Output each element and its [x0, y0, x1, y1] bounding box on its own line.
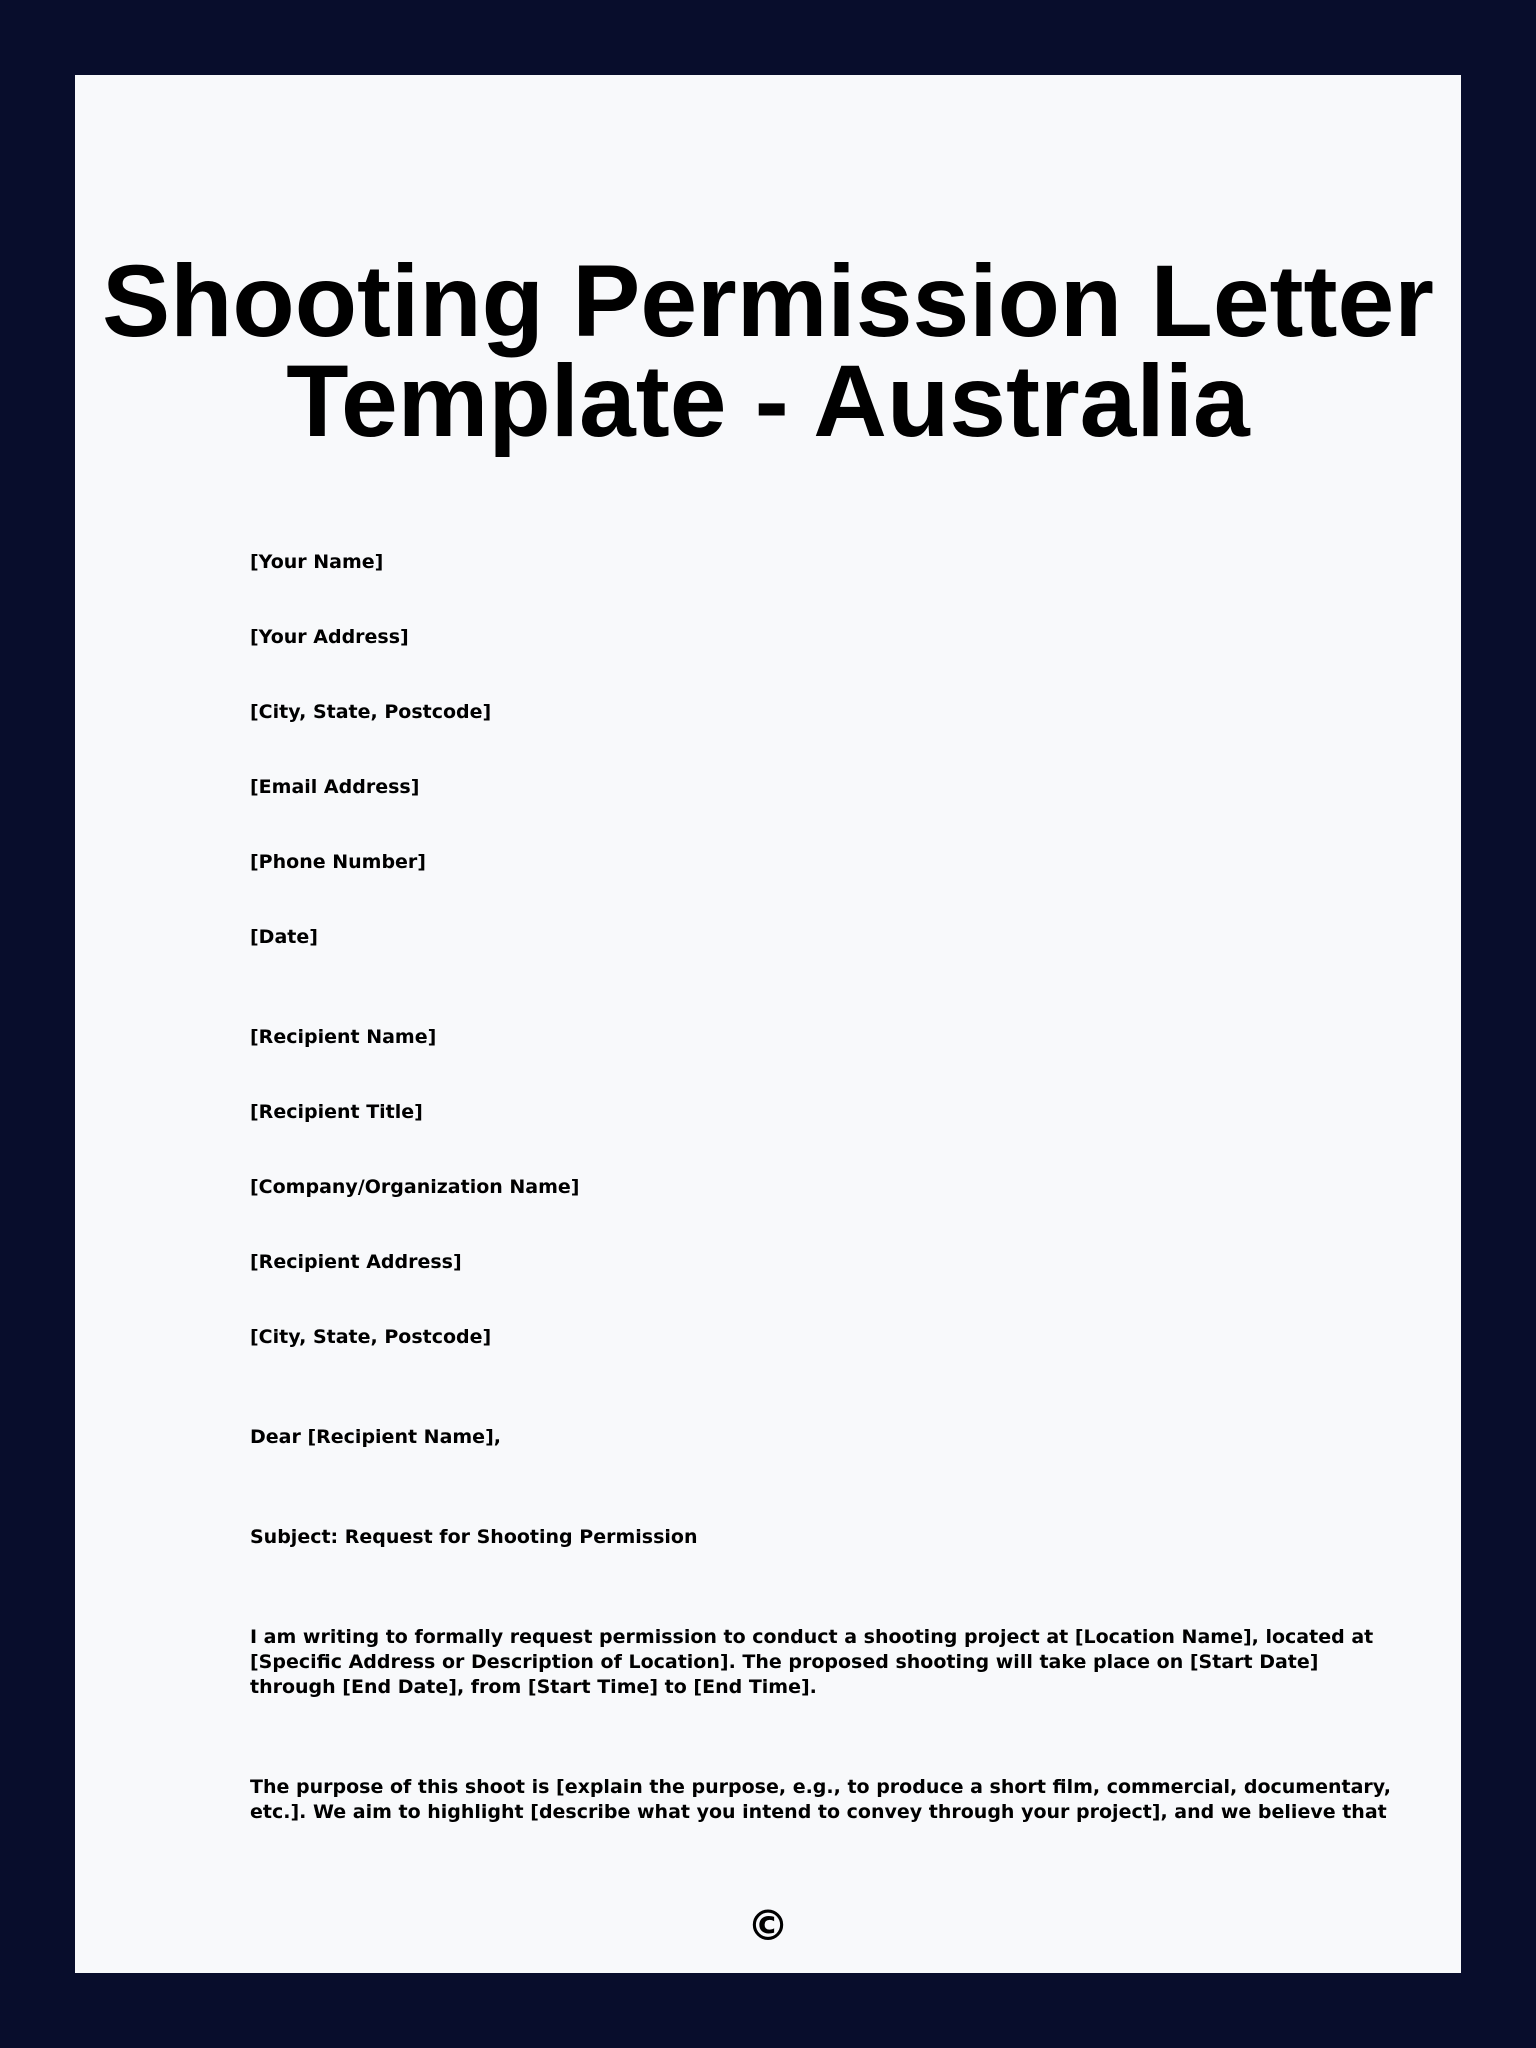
document-page — [75, 75, 1461, 1973]
subject-line: Subject: Request for Shooting Permission — [250, 1526, 698, 1548]
recipient-name: [Recipient Name] — [250, 1026, 437, 1048]
document-title — [75, 244, 1461, 458]
sender-address: [Your Address] — [250, 626, 409, 648]
paragraph-2 — [250, 1775, 1391, 1825]
letter-date: [Date] — [250, 926, 318, 948]
title-line-1: Shooting Permission Letter — [102, 244, 1434, 358]
recipient-company: [Company/Organization Name] — [250, 1176, 580, 1198]
paragraph-1-line-2: [Specific Address or Description of Location]. The proposed shooting will take place on [Start Date] — [250, 1651, 1319, 1673]
sender-name: [Your Name] — [250, 551, 384, 573]
copyright-symbol: © — [747, 1901, 789, 1950]
recipient-address: [Recipient Address] — [250, 1251, 462, 1273]
paragraph-2-line-2: etc.]. We aim to highlight [describe what you intend to convey through your project], and we believe that — [250, 1801, 1387, 1823]
sender-email: [Email Address] — [250, 776, 420, 798]
paragraph-2-line-1: The purpose of this shoot is [explain the purpose, e.g., to produce a short film, commercial, documentary, — [250, 1776, 1391, 1798]
paragraph-1-line-3: through [End Date], from [Start Time] to [End Time]. — [250, 1676, 817, 1698]
sender-city: [City, State, Postcode] — [250, 701, 492, 723]
recipient-title: [Recipient Title] — [250, 1101, 423, 1123]
paragraph-1 — [250, 1625, 1374, 1700]
paragraph-1-line-1: I am writing to formally request permission to conduct a shooting project at [Location Name], located at — [250, 1626, 1374, 1648]
salutation: Dear [Recipient Name], — [250, 1426, 501, 1448]
title-line-2: Template - Australia — [286, 344, 1250, 458]
sender-phone: [Phone Number] — [250, 851, 426, 873]
recipient-city: [City, State, Postcode] — [250, 1326, 492, 1348]
